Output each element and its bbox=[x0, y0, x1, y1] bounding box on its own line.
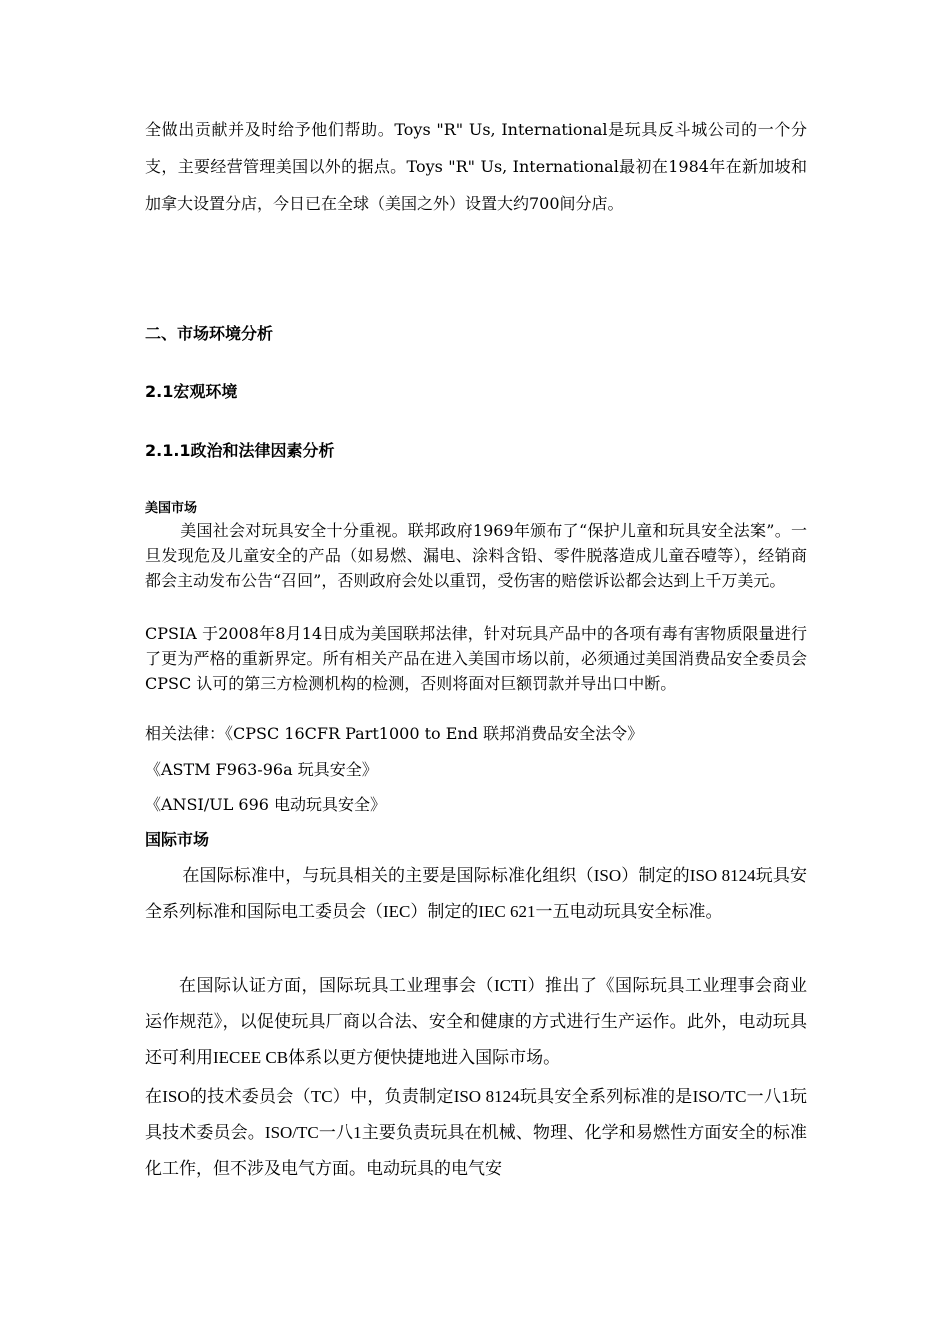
intl-market-paragraph-2: 在国际认证方面，国际玩具工业理事会（ICTI）推出了《国际玩具工业理事会商业运作规范》，以促使玩具厂商以合法、安全和健康的方式进行生产运作。此外，电动玩具还可利用IECEE CB体系以更方便快捷地进入国际市场。 bbox=[145, 976, 807, 1067]
us-market-paragraph-1: 美国社会对玩具安全十分重视。联邦政府1969年颁布了“保护儿童和玩具安全法案”。一旦发现危及儿童安全的产品（如易燃、漏电、涂料含铅、零件脱落造成儿童吞噎等），经销商都会主动发布公告“召回”，否则政府会处以重罚，受伤害的赔偿诉讼都会达到上千万美元。 bbox=[145, 521, 807, 590]
law-astm: 《ASTM F963-96a 玩具安全》 bbox=[145, 760, 378, 779]
intro-paragraph: 全做出贡献并及时给予他们帮助。Toys "R" Us, International是玩具反斗城公司的一个分支，主要经营管理美国以外的据点。Toys "R" Us, International最初在1984年在新加坡和加拿大设置分店，今日已在全球（美国之外）设置大约700间分店。 bbox=[145, 120, 807, 213]
document-page bbox=[145, 0, 807, 1344]
section-heading: 二、市场环境分析 bbox=[145, 324, 274, 343]
subsub-heading: 2.1.1政治和法律因素分析 bbox=[145, 441, 335, 460]
us-market-paragraph-2: CPSIA 于2008年8月14日成为美国联邦法律，针对玩具产品中的各项有毒有害物质限量进行了更为严格的重新界定。所有相关产品在进入美国市场以前，必须通过美国消费品安全委员会CPSC 认可的第三方检测机构的检测，否则将面对巨额罚款并导出口中断。 bbox=[145, 624, 807, 693]
intl-market-heading: 国际市场 bbox=[145, 830, 210, 849]
us-market-heading: 美国市场 bbox=[145, 501, 198, 516]
sub-heading: 2.1宏观环境 bbox=[145, 382, 238, 401]
intl-market-paragraph-1: 在国际标准中，与玩具相关的主要是国际标准化组织（ISO）制定的ISO 8124玩具安全系列标准和国际电工委员会（IEC）制定的IEC 621一五电动玩具安全标准。 bbox=[145, 866, 807, 921]
law-ansi: 《ANSI/UL 696 电动玩具安全》 bbox=[145, 795, 387, 814]
intl-market-paragraph-3: 在ISO的技术委员会（TC）中，负责制定ISO 8124玩具安全系列标准的是ISO/TC一八1玩具技术委员会。ISO/TC一八1主要负责玩具在机械、物理、化学和易燃性方面安全的标准化工作，但不涉及电气方面。电动玩具的电气安 bbox=[145, 1087, 807, 1178]
related-laws-line: 相关法律：《CPSC 16CFR Part1000 to End 联邦消费品安全法令》 bbox=[145, 724, 644, 743]
